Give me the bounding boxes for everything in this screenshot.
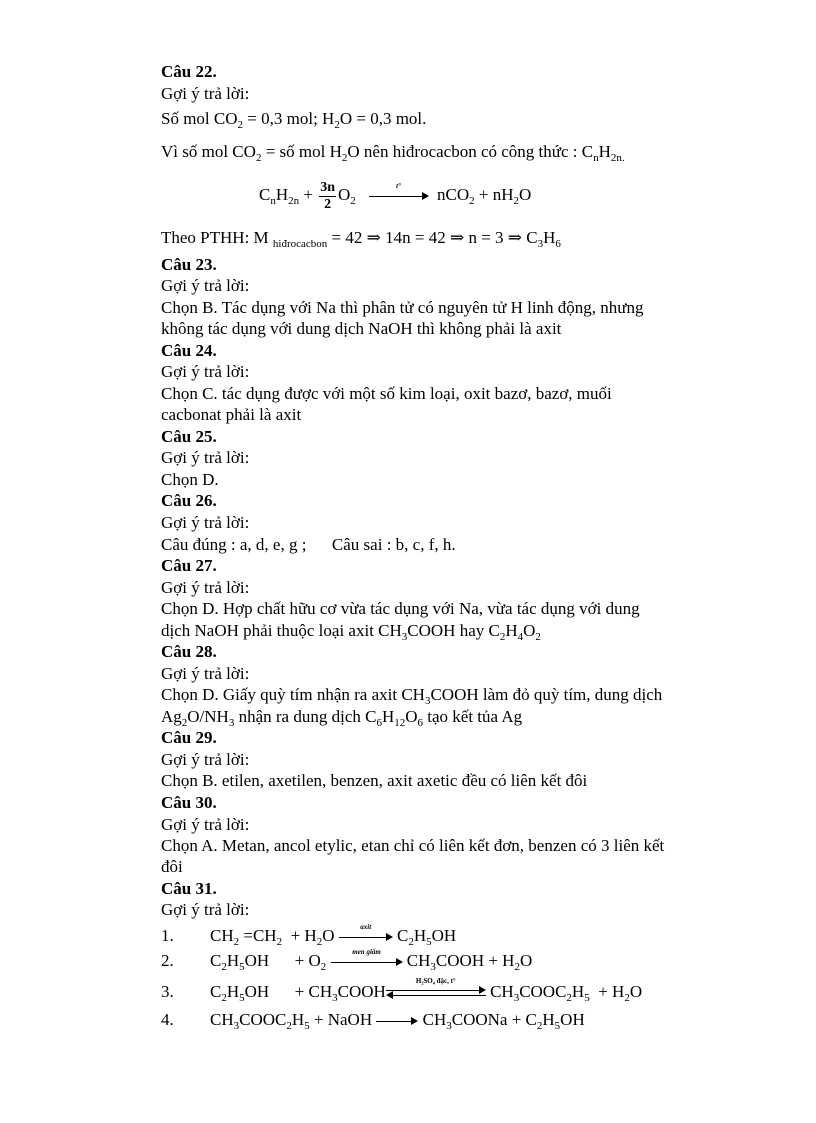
reaction-line: 2. $C_2H_5OH$ + $O_2$ men giấm $CH_3COOH + H_2O$ xyxy=(161,948,533,973)
answer-line: Chọn D. Hợp chất hữu cơ vừa tác dụng với Na, vừa tác dụng với dung xyxy=(161,599,640,618)
hint-label: Gợi ý trả lời: xyxy=(161,750,250,769)
answer-line: Chọn C. tác dụng được với một số kim loại, oxit bazơ, bazơ, muối xyxy=(161,384,612,403)
hint-label: Gợi ý trả lời: xyxy=(161,900,250,919)
answer-line: Chọn B. etilen, axetilen, benzen, axit axetic đều có liên kết đôi xyxy=(161,771,588,790)
hint-label: Gợi ý trả lời: xyxy=(161,664,250,683)
question-heading: Câu 27. xyxy=(161,556,217,575)
answer-line: dịch NaOH phải thuộc loại axit $CH_3COOH$ hay $C_2H_4O_2$ xyxy=(161,621,541,643)
answer-line: Câu đúng : a, d, e, g ; Câu sai : b, c, f, h. xyxy=(161,535,456,554)
answer-line: đôi xyxy=(161,857,183,876)
answer-line: Theo PTHH: M $_{hiđrocacbon}$ = 42 ⇒ 14n = 42 ⇒ n = 3 ⇒ $C_3H_6$ xyxy=(161,228,561,250)
chemical-equation: $C_nH_{2n}$ + $\frac{3n}{2}$ $O_2$ t° $nCO_2 + nH_2O$ xyxy=(259,179,532,212)
question-heading: Câu 26. xyxy=(161,491,217,510)
hint-label: Gợi ý trả lời: xyxy=(161,448,250,467)
reaction-arrow-icon: men giấm xyxy=(331,955,403,969)
reaction-arrow-icon xyxy=(376,1014,418,1028)
answer-line: Chọn D. Giấy quỳ tím nhận ra axit $CH_3COOH$ làm đỏ quỳ tím, dung dịch xyxy=(161,685,663,707)
question-heading: Câu 23. xyxy=(161,255,217,274)
question-heading: Câu 22. xyxy=(161,62,217,81)
answer-line: Vì số mol $CO_2$ = số mol $H_2O$ nên hiđrocacbon có công thức : $C_nH_{2n.}$ xyxy=(161,142,625,164)
hint-label: Gợi ý trả lời: xyxy=(161,513,250,532)
reaction-line: 4. $CH_3COOC_2H_5$ + NaOH $CH_3COONa + C_2H_5OH$ xyxy=(161,1010,585,1032)
question-heading: Câu 25. xyxy=(161,427,217,446)
reaction-line: 3. $C_2H_5OH$ + $CH_3COOH$ H₂SO₄ đặc, t° $CH_3COOC_2H_5 + H_2O$ xyxy=(161,977,643,1004)
question-heading: Câu 30. xyxy=(161,793,217,812)
question-heading: Câu 28. xyxy=(161,642,217,661)
fraction: $\frac{3n}{2}$ xyxy=(320,179,336,212)
hint-label: Gợi ý trả lời: xyxy=(161,276,250,295)
answer-line: Chọn A. Metan, ancol etylic, etan chỉ có liên kết đơn, benzen có 3 liên kết xyxy=(161,836,665,855)
hint-label: Gợi ý trả lời: xyxy=(161,578,250,597)
reaction-arrow-icon: t° xyxy=(369,189,429,203)
answer-line: $Ag_2O/NH_3$ nhận ra dung dịch $C_6H_{12}O_6$ tạo kết tủa Ag xyxy=(161,707,523,729)
answer-line: Chọn B. Tác dụng với Na thì phân tử có nguyên tử H linh động, nhưng xyxy=(161,298,644,317)
answer-line: cacbonat phải là axit xyxy=(161,405,302,424)
hint-label: Gợi ý trả lời: xyxy=(161,84,250,103)
question-heading: Câu 24. xyxy=(161,341,217,360)
answer-line: không tác dụng với dung dịch NaOH thì không phải là axit xyxy=(161,319,562,338)
question-heading: Câu 31. xyxy=(161,879,217,898)
equilibrium-arrow-icon: H₂SO₄ đặc, t° xyxy=(386,985,486,1001)
hint-label: Gợi ý trả lời: xyxy=(161,815,250,834)
answer-line: Chọn D. xyxy=(161,470,219,489)
answer-line: Số mol $CO_2 = 0,3$ mol; $H_2O = 0,3$ mol. xyxy=(161,109,427,131)
reaction-line: 1. $CH_2 =CH_2 + H_2O$ axit $C_2H_5OH$ xyxy=(161,923,457,948)
question-heading: Câu 29. xyxy=(161,728,217,747)
hint-label: Gợi ý trả lời: xyxy=(161,362,250,381)
reaction-arrow-icon: axit xyxy=(339,930,393,944)
